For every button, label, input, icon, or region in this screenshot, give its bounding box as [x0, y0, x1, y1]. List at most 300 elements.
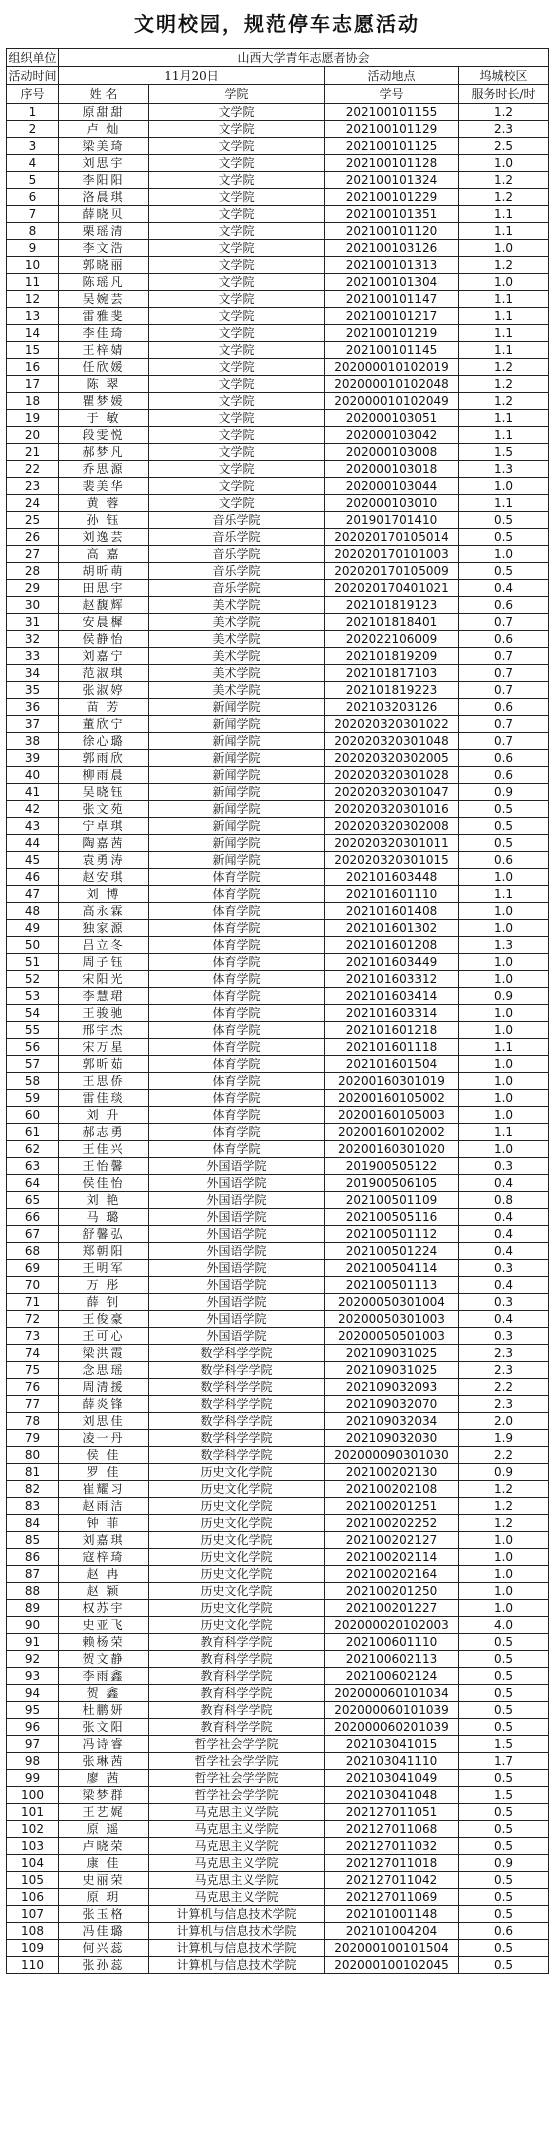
service-hours: 1.1 — [459, 1039, 549, 1056]
college-name: 文学院 — [149, 461, 325, 478]
college-name: 体育学院 — [149, 1124, 325, 1141]
row-number: 106 — [7, 1889, 59, 1906]
row-number: 37 — [7, 716, 59, 733]
person-name: 田思宇 — [59, 580, 149, 597]
place-label: 活动地点 — [325, 67, 459, 85]
header-college: 学院 — [149, 85, 325, 104]
service-hours: 0.5 — [459, 1719, 549, 1736]
row-number: 58 — [7, 1073, 59, 1090]
person-name: 薛 钊 — [59, 1294, 149, 1311]
college-name: 体育学院 — [149, 971, 325, 988]
service-hours: 0.6 — [459, 1923, 549, 1940]
college-name: 音乐学院 — [149, 529, 325, 546]
row-number: 24 — [7, 495, 59, 512]
person-name: 何兴蕊 — [59, 1940, 149, 1957]
table-row — [7, 512, 549, 529]
service-hours: 1.2 — [459, 1515, 549, 1532]
table-row — [7, 1107, 549, 1124]
person-name: 安晨樨 — [59, 614, 149, 631]
service-hours: 1.0 — [459, 1005, 549, 1022]
row-number: 13 — [7, 308, 59, 325]
student-id: 202100201227 — [325, 1600, 459, 1617]
student-id: 202100101304 — [325, 274, 459, 291]
table-row — [7, 427, 549, 444]
row-number: 39 — [7, 750, 59, 767]
service-hours: 0.3 — [459, 1260, 549, 1277]
student-id: 202020320301016 — [325, 801, 459, 818]
place-value: 坞城校区 — [459, 67, 549, 85]
person-name: 徐心璐 — [59, 733, 149, 750]
student-id: 20200160105003 — [325, 1107, 459, 1124]
row-number: 72 — [7, 1311, 59, 1328]
row-number: 1 — [7, 104, 59, 121]
person-name: 廖 茜 — [59, 1770, 149, 1787]
student-id: 202100504114 — [325, 1260, 459, 1277]
table-row — [7, 1464, 549, 1481]
service-hours: 1.0 — [459, 920, 549, 937]
service-hours: 0.7 — [459, 682, 549, 699]
row-number: 80 — [7, 1447, 59, 1464]
college-name: 外国语学院 — [149, 1175, 325, 1192]
student-id: 202000010102019 — [325, 359, 459, 376]
row-number: 15 — [7, 342, 59, 359]
college-name: 文学院 — [149, 240, 325, 257]
student-id: 202100101129 — [325, 121, 459, 138]
table-row — [7, 937, 549, 954]
person-name: 郭昕茹 — [59, 1056, 149, 1073]
table-row — [7, 1413, 549, 1430]
row-number: 88 — [7, 1583, 59, 1600]
table-row — [7, 886, 549, 903]
row-number: 64 — [7, 1175, 59, 1192]
table-row — [7, 1209, 549, 1226]
table-row — [7, 1311, 549, 1328]
college-name: 体育学院 — [149, 1107, 325, 1124]
service-hours: 0.5 — [459, 1940, 549, 1957]
student-id: 202000060101039 — [325, 1702, 459, 1719]
table-row — [7, 1719, 549, 1736]
person-name: 舒馨弘 — [59, 1226, 149, 1243]
student-id: 201900505122 — [325, 1158, 459, 1175]
student-id: 202000010102049 — [325, 393, 459, 410]
row-number: 2 — [7, 121, 59, 138]
service-hours: 0.6 — [459, 767, 549, 784]
row-number: 27 — [7, 546, 59, 563]
student-id: 202100202130 — [325, 1464, 459, 1481]
person-name: 邢宇杰 — [59, 1022, 149, 1039]
row-number: 48 — [7, 903, 59, 920]
college-name: 新闻学院 — [149, 835, 325, 852]
student-id: 201901701410 — [325, 512, 459, 529]
student-id: 202000103042 — [325, 427, 459, 444]
table-row — [7, 1294, 549, 1311]
row-number: 17 — [7, 376, 59, 393]
college-name: 体育学院 — [149, 1039, 325, 1056]
service-hours: 0.6 — [459, 699, 549, 716]
student-id: 202000090301030 — [325, 1447, 459, 1464]
table-row — [7, 1736, 549, 1753]
person-name: 独家源 — [59, 920, 149, 937]
service-hours: 0.5 — [459, 1906, 549, 1923]
college-name: 哲学社会学学院 — [149, 1770, 325, 1787]
person-name: 李慧珺 — [59, 988, 149, 1005]
student-id: 202100202252 — [325, 1515, 459, 1532]
service-hours: 0.5 — [459, 563, 549, 580]
person-name: 马 璐 — [59, 1209, 149, 1226]
row-number: 81 — [7, 1464, 59, 1481]
row-number: 41 — [7, 784, 59, 801]
person-name: 陈 翠 — [59, 376, 149, 393]
college-name: 历史文化学院 — [149, 1481, 325, 1498]
student-id: 202101603314 — [325, 1005, 459, 1022]
table-row — [7, 852, 549, 869]
table-row — [7, 359, 549, 376]
service-hours: 1.2 — [459, 376, 549, 393]
service-hours: 0.9 — [459, 784, 549, 801]
service-hours: 0.5 — [459, 1668, 549, 1685]
college-name: 文学院 — [149, 359, 325, 376]
person-name: 李文浩 — [59, 240, 149, 257]
service-hours: 1.2 — [459, 1498, 549, 1515]
table-row — [7, 563, 549, 580]
row-number: 8 — [7, 223, 59, 240]
student-id: 202101817103 — [325, 665, 459, 682]
person-name: 段雯悦 — [59, 427, 149, 444]
row-number: 107 — [7, 1906, 59, 1923]
header-no: 序号 — [7, 85, 59, 104]
service-hours: 1.0 — [459, 274, 549, 291]
person-name: 赵雨洁 — [59, 1498, 149, 1515]
row-number: 36 — [7, 699, 59, 716]
person-name: 梁洪霞 — [59, 1345, 149, 1362]
college-name: 教育科学学院 — [149, 1668, 325, 1685]
student-id: 202020320302008 — [325, 818, 459, 835]
table-row — [7, 461, 549, 478]
row-number: 46 — [7, 869, 59, 886]
row-number: 89 — [7, 1600, 59, 1617]
service-hours: 0.5 — [459, 1685, 549, 1702]
student-id: 202100101324 — [325, 172, 459, 189]
person-name: 冯诗睿 — [59, 1736, 149, 1753]
student-id: 202100101145 — [325, 342, 459, 359]
student-id: 202100101147 — [325, 291, 459, 308]
student-id: 202101818401 — [325, 614, 459, 631]
service-hours: 1.1 — [459, 427, 549, 444]
service-hours: 1.3 — [459, 461, 549, 478]
person-name: 王可心 — [59, 1328, 149, 1345]
person-name: 刘 升 — [59, 1107, 149, 1124]
person-name: 原 玥 — [59, 1889, 149, 1906]
table-row — [7, 801, 549, 818]
service-hours: 1.0 — [459, 155, 549, 172]
service-hours: 1.3 — [459, 937, 549, 954]
person-name: 黄 蓉 — [59, 495, 149, 512]
table-row — [7, 1651, 549, 1668]
row-number: 26 — [7, 529, 59, 546]
row-number: 57 — [7, 1056, 59, 1073]
student-id: 202100202164 — [325, 1566, 459, 1583]
person-name: 吴晓钰 — [59, 784, 149, 801]
student-id: 202020170101003 — [325, 546, 459, 563]
table-row — [7, 1141, 549, 1158]
college-name: 音乐学院 — [149, 512, 325, 529]
table-row — [7, 1532, 549, 1549]
student-id: 202100505116 — [325, 1209, 459, 1226]
student-id: 202020320301047 — [325, 784, 459, 801]
student-id: 202100602124 — [325, 1668, 459, 1685]
person-name: 刘思佳 — [59, 1413, 149, 1430]
table-row — [7, 1175, 549, 1192]
table-row — [7, 1923, 549, 1940]
row-number: 108 — [7, 1923, 59, 1940]
person-name: 王俊豪 — [59, 1311, 149, 1328]
row-number: 109 — [7, 1940, 59, 1957]
student-id: 202101819223 — [325, 682, 459, 699]
person-name: 瞿梦媛 — [59, 393, 149, 410]
student-id: 202127011042 — [325, 1872, 459, 1889]
table-row — [7, 478, 549, 495]
service-hours: 1.5 — [459, 1787, 549, 1804]
table-row — [7, 1770, 549, 1787]
student-id: 202000060201039 — [325, 1719, 459, 1736]
row-number: 70 — [7, 1277, 59, 1294]
college-name: 文学院 — [149, 495, 325, 512]
person-name: 郑朝阳 — [59, 1243, 149, 1260]
service-hours: 0.3 — [459, 1158, 549, 1175]
row-number: 19 — [7, 410, 59, 427]
college-name: 马克思主义学院 — [149, 1872, 325, 1889]
college-name: 教育科学学院 — [149, 1634, 325, 1651]
service-hours: 0.5 — [459, 1838, 549, 1855]
student-id: 202101601110 — [325, 886, 459, 903]
college-name: 体育学院 — [149, 1090, 325, 1107]
college-name: 数学科学学院 — [149, 1379, 325, 1396]
person-name: 王思侨 — [59, 1073, 149, 1090]
person-name: 罗 佳 — [59, 1464, 149, 1481]
table-row — [7, 580, 549, 597]
time-label: 活动时间 — [8, 68, 57, 83]
time-value: 11月20日 — [59, 67, 325, 85]
college-name: 历史文化学院 — [149, 1566, 325, 1583]
table-row — [7, 172, 549, 189]
college-name: 美术学院 — [149, 597, 325, 614]
table-row — [7, 597, 549, 614]
table-row — [7, 1243, 549, 1260]
college-name: 数学科学学院 — [149, 1362, 325, 1379]
service-hours: 1.1 — [459, 1124, 549, 1141]
service-hours: 0.5 — [459, 1889, 549, 1906]
service-hours: 1.0 — [459, 1549, 549, 1566]
person-name: 念思瑶 — [59, 1362, 149, 1379]
college-name: 历史文化学院 — [149, 1600, 325, 1617]
service-hours: 0.9 — [459, 1855, 549, 1872]
college-name: 文学院 — [149, 376, 325, 393]
table-row — [7, 410, 549, 427]
person-name: 周清援 — [59, 1379, 149, 1396]
row-number: 30 — [7, 597, 59, 614]
service-hours: 1.2 — [459, 257, 549, 274]
person-name: 于 敏 — [59, 410, 149, 427]
table-row — [7, 1379, 549, 1396]
table-row — [7, 869, 549, 886]
student-id: 202100101219 — [325, 325, 459, 342]
table-row — [7, 1940, 549, 1957]
service-hours: 1.2 — [459, 359, 549, 376]
student-id: 202109031025 — [325, 1345, 459, 1362]
college-name: 外国语学院 — [149, 1328, 325, 1345]
row-number: 40 — [7, 767, 59, 784]
row-number: 6 — [7, 189, 59, 206]
college-name: 文学院 — [149, 427, 325, 444]
student-id: 20200050301004 — [325, 1294, 459, 1311]
student-id: 202100101217 — [325, 308, 459, 325]
service-hours: 0.5 — [459, 1872, 549, 1889]
row-number: 79 — [7, 1430, 59, 1447]
student-id: 202101601208 — [325, 937, 459, 954]
row-number: 78 — [7, 1413, 59, 1430]
college-name: 美术学院 — [149, 665, 325, 682]
table-row — [7, 971, 549, 988]
service-hours: 0.5 — [459, 801, 549, 818]
sheet-title: 文明校园，规范停车志愿活动 — [134, 12, 420, 36]
person-name: 万 彤 — [59, 1277, 149, 1294]
service-hours: 0.5 — [459, 1634, 549, 1651]
service-hours: 0.6 — [459, 750, 549, 767]
person-name: 宁卓琪 — [59, 818, 149, 835]
person-name: 钟 菲 — [59, 1515, 149, 1532]
college-name: 马克思主义学院 — [149, 1838, 325, 1855]
student-id: 202103041110 — [325, 1753, 459, 1770]
college-name: 哲学社会学学院 — [149, 1736, 325, 1753]
roster-rows — [7, 104, 549, 1974]
person-name: 张玉格 — [59, 1906, 149, 1923]
service-hours: 1.0 — [459, 1141, 549, 1158]
row-number: 86 — [7, 1549, 59, 1566]
row-number: 23 — [7, 478, 59, 495]
person-name: 郝志勇 — [59, 1124, 149, 1141]
table-row — [7, 1566, 549, 1583]
service-hours: 0.9 — [459, 988, 549, 1005]
row-number: 99 — [7, 1770, 59, 1787]
person-name: 张孙蕊 — [59, 1957, 149, 1974]
person-name: 薛晓贝 — [59, 206, 149, 223]
service-hours: 1.1 — [459, 495, 549, 512]
table-row — [7, 1277, 549, 1294]
person-name: 李佳琦 — [59, 325, 149, 342]
row-number: 34 — [7, 665, 59, 682]
college-name: 历史文化学院 — [149, 1549, 325, 1566]
row-number: 14 — [7, 325, 59, 342]
student-id: 202100101120 — [325, 223, 459, 240]
student-id: 202020320301022 — [325, 716, 459, 733]
table-row — [7, 495, 549, 512]
college-name: 音乐学院 — [149, 546, 325, 563]
table-row — [7, 1668, 549, 1685]
table-row — [7, 1447, 549, 1464]
service-hours: 2.3 — [459, 1362, 549, 1379]
college-name: 体育学院 — [149, 1056, 325, 1073]
person-name: 袁勇涛 — [59, 852, 149, 869]
service-hours: 1.1 — [459, 886, 549, 903]
person-name: 凌一丹 — [59, 1430, 149, 1447]
student-id: 202127011051 — [325, 1804, 459, 1821]
service-hours: 0.5 — [459, 512, 549, 529]
row-number: 83 — [7, 1498, 59, 1515]
row-number: 94 — [7, 1685, 59, 1702]
header-id: 学号 — [325, 85, 459, 104]
service-hours: 1.1 — [459, 342, 549, 359]
row-number: 75 — [7, 1362, 59, 1379]
student-id: 202020170401021 — [325, 580, 459, 597]
service-hours: 0.4 — [459, 1243, 549, 1260]
service-hours: 1.9 — [459, 1430, 549, 1447]
college-name: 外国语学院 — [149, 1277, 325, 1294]
row-number: 44 — [7, 835, 59, 852]
service-hours: 1.0 — [459, 1532, 549, 1549]
table-row — [7, 682, 549, 699]
college-name: 历史文化学院 — [149, 1464, 325, 1481]
student-id: 202101601118 — [325, 1039, 459, 1056]
person-name: 史亚飞 — [59, 1617, 149, 1634]
student-id: 202109032034 — [325, 1413, 459, 1430]
row-number: 56 — [7, 1039, 59, 1056]
student-id: 202103041015 — [325, 1736, 459, 1753]
row-number: 7 — [7, 206, 59, 223]
service-hours: 0.3 — [459, 1328, 549, 1345]
person-name: 权苏宇 — [59, 1600, 149, 1617]
service-hours: 0.4 — [459, 1209, 549, 1226]
college-name: 外国语学院 — [149, 1192, 325, 1209]
row-number: 105 — [7, 1872, 59, 1889]
service-hours: 0.4 — [459, 1311, 549, 1328]
student-id: 202101819209 — [325, 648, 459, 665]
college-name: 计算机与信息技术学院 — [149, 1957, 325, 1974]
person-name: 乔思源 — [59, 461, 149, 478]
person-name: 侯佳怡 — [59, 1175, 149, 1192]
service-hours: 1.0 — [459, 478, 549, 495]
service-hours: 1.0 — [459, 954, 549, 971]
person-name: 郭雨欣 — [59, 750, 149, 767]
row-number: 73 — [7, 1328, 59, 1345]
college-name: 外国语学院 — [149, 1158, 325, 1175]
student-id: 202101603449 — [325, 954, 459, 971]
student-id: 202100103126 — [325, 240, 459, 257]
service-hours: 2.3 — [459, 121, 549, 138]
student-id: 202100201251 — [325, 1498, 459, 1515]
table-row — [7, 1872, 549, 1889]
college-name: 体育学院 — [149, 988, 325, 1005]
college-name: 教育科学学院 — [149, 1719, 325, 1736]
row-number: 69 — [7, 1260, 59, 1277]
table-row — [7, 393, 549, 410]
college-name: 新闻学院 — [149, 733, 325, 750]
row-number: 91 — [7, 1634, 59, 1651]
college-name: 新闻学院 — [149, 716, 325, 733]
person-name: 李阳阳 — [59, 172, 149, 189]
person-name: 贺文静 — [59, 1651, 149, 1668]
college-name: 数学科学学院 — [149, 1413, 325, 1430]
service-hours: 2.0 — [459, 1413, 549, 1430]
person-name: 苗 芳 — [59, 699, 149, 716]
college-name: 外国语学院 — [149, 1260, 325, 1277]
row-number: 38 — [7, 733, 59, 750]
person-name: 刘 博 — [59, 886, 149, 903]
row-number: 42 — [7, 801, 59, 818]
college-name: 历史文化学院 — [149, 1583, 325, 1600]
row-number: 96 — [7, 1719, 59, 1736]
roster-table — [6, 48, 549, 1974]
student-id: 202000100101504 — [325, 1940, 459, 1957]
